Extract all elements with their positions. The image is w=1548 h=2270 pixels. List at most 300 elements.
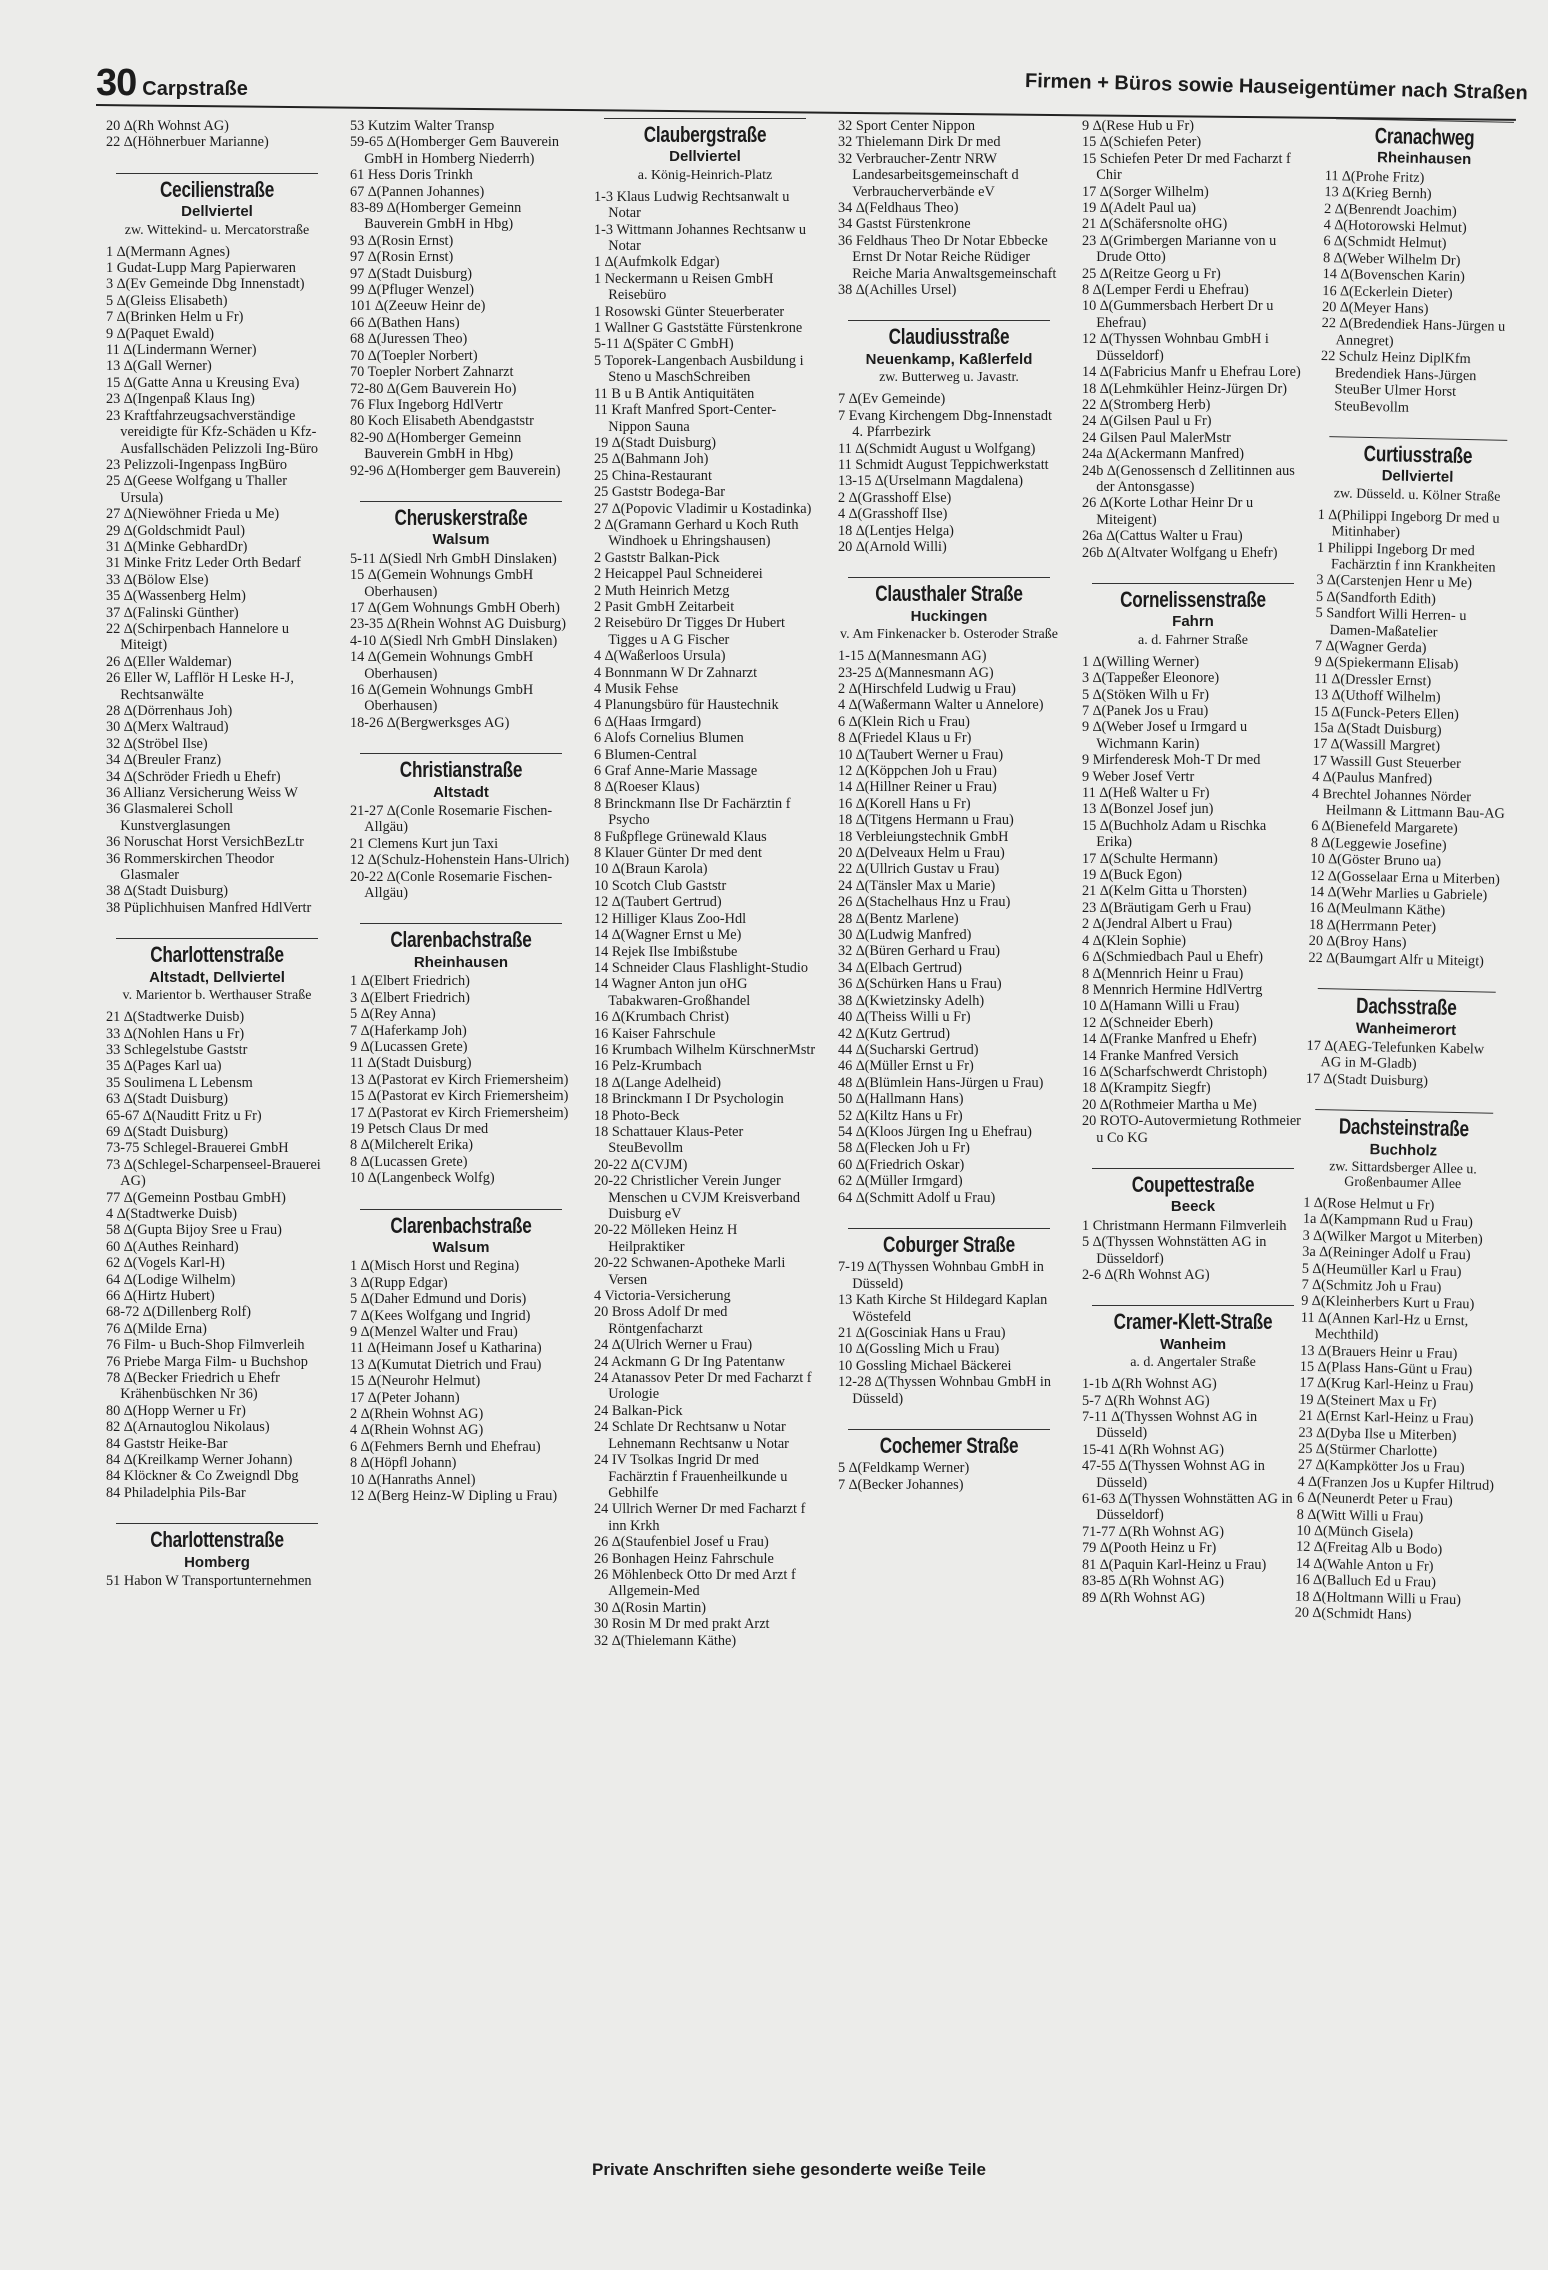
address-entry: 24 ∆(Gilsen Paul u Fr) [1082,413,1212,430]
address-entry: 8 ∆(Leggewie Josefine) [1310,834,1447,854]
address-entry: 62 ∆(Vogels Karl-H) [106,1255,225,1272]
address-entry: 11 ∆(Schmidt August u Wolfgang) [838,440,1036,457]
district-name: Homberg [184,1553,250,1571]
address-entry: 4 ∆(Paulus Manfred) [1312,769,1433,788]
district-name: Walsum [432,531,490,549]
address-entry: 68 ∆(Juressen Theo) [350,331,468,348]
address-entry: 70 Toepler Norbert Zahnarzt [350,364,514,381]
street-section [350,118,572,479]
street-name: Cramer-Klett-Straße [1113,1309,1273,1335]
address-entry: 13 Kath Kirche St Hildegard Kaplan Wöstefeld [838,1292,1048,1325]
street-section [1306,988,1506,1091]
address-entry: 1 Rosowski Günter Steuerberater [594,303,785,320]
address-entry: 4 ∆(Waßerloos Ursula) [594,648,726,665]
address-entry: 15a ∆(Stadt Duisburg) [1313,719,1442,739]
address-entry: 5-11 ∆(Siedl Nrh GmbH Dinslaken) [350,550,557,567]
address-entry: 1 ∆(Elbert Friedrich) [350,973,470,990]
address-entry: 1-1b ∆(Rh Wohnst AG) [1082,1376,1217,1393]
address-entry: 16 ∆(Korell Hans u Fr) [838,795,971,812]
address-entry: 12 ∆(Freitag Alb u Bodo) [1295,1539,1443,1559]
address-entry: 14 ∆(Bovenschen Karin) [1322,266,1466,286]
district-name: Altstadt [433,783,489,801]
address-entry: 84 Philadelphia Pils-Bar [106,1484,246,1501]
address-entry: 18 ∆(Lentjes Helga) [838,522,954,539]
address-entry: 6 ∆(Haas Irmgard) [594,713,702,730]
section-rule [360,1209,562,1210]
address-entry: 20 ∆(Rothmeier Martha u Me) [1082,1096,1257,1113]
address-entry: 24b ∆(Genossensch d Zellitinnen aus der Antonsgasse) [1082,462,1295,495]
address-entry: 73 ∆(Schlegel-Scharpenseel-Brauerei AG) [106,1156,321,1190]
address-entry: 18 Photo-Beck [594,1107,680,1124]
address-entry: 20-22 ∆(CVJM) [594,1156,688,1173]
address-entry: 10 ∆(Hanraths Annel) [350,1471,476,1488]
address-entry: 4 ∆(Waßermann Walter u Annelore) [838,697,1044,714]
district-name: Walsum [432,1238,490,1256]
address-entry: 51 Habon W Transportunternehmen [106,1573,312,1590]
address-entry: 9 ∆(Kleinherbers Kurt u Frau) [1301,1293,1475,1313]
address-entry: 8 Mennrich Hermine HdlVertrg [1082,981,1263,998]
address-entry: 10 ∆(Münch Gisela) [1296,1522,1414,1542]
address-entry: 71-77 ∆(Rh Wohnst AG) [1082,1523,1224,1540]
address-entry: 26 ∆(Staufenbiel Josef u Frau) [594,1534,769,1551]
address-entry: 36 Feldhaus Theo Dr Notar Ebbecke Ernst Dr Notar Reiche Rüdiger Reiche Maria Anwaltsgemeinschaft [838,232,1057,282]
section-rule [116,938,318,939]
street-section [1320,118,1524,418]
address-entry: 35 ∆(Wassenberg Helm) [106,588,246,605]
address-entry: 83-89 ∆(Homberger Gemeinn Bauverein GmbH in Hbg) [350,200,522,233]
address-entry: 30 ∆(Rosin Martin) [594,1599,706,1616]
address-entry: 2 Gaststr Balkan-Pick [594,549,720,566]
district-name: Buchholz [1369,1140,1438,1160]
address-entry: 1 ∆(Willing Werner) [1082,653,1200,670]
address-entry: 20 ∆(Meyer Hans) [1321,299,1429,318]
address-entry: 10 ∆(Taubert Werner u Frau) [838,746,1004,763]
street-location: v. Marientor b. Werthauser Straße [122,988,312,1004]
address-entry: 14 ∆(Wehr Marlies u Gabriele) [1309,883,1488,904]
section-rule [1092,1305,1294,1306]
address-entry: 24 Schlate Dr Rechtsanw u Notar Lehnemann Rechtsanw u Notar [594,1419,789,1452]
address-entry: 11 ∆(Heimann Josef u Katharina) [350,1340,542,1357]
address-entry: 28 ∆(Bentz Marlene) [838,910,959,927]
address-entry: 42 ∆(Kutz Gertrud) [838,1025,950,1042]
street-section [106,1523,328,1589]
address-entry: 15 ∆(Gemein Wohnungs GmbH Oberhausen) [350,567,534,600]
address-entry: 32 ∆(Büren Gerhard u Frau) [838,943,1000,960]
address-entry: 68-72 ∆(Dillenberg Rolf) [106,1304,252,1321]
address-entry: 11 ∆(Heß Walter u Fr) [1082,785,1210,802]
street-section [106,173,328,916]
address-entry: 61 Hess Doris Trinkh [350,167,473,184]
address-entry: 13 ∆(Pastorat ev Kirch Friemersheim) [350,1071,569,1088]
address-entry: 50 ∆(Hallmann Hans) [838,1091,964,1108]
address-entry: 4 Bonnmann W Dr Zahnarzt [594,664,758,681]
address-entry: 30 Rosin M Dr med prakt Arzt [594,1616,770,1633]
address-entry: 18 ∆(Lehmkühler Heinz-Jürgen Dr) [1082,380,1288,397]
address-entry: 19 ∆(Adelt Paul ua) [1082,200,1196,217]
address-entry: 7-19 ∆(Thyssen Wohnbau GmbH in Düsseld) [838,1259,1044,1292]
address-entry: 1 ∆(Philippi Ingeborg Dr med u Mitinhaber) [1317,506,1500,541]
street-name: Cheruskerstraße [394,504,528,530]
address-entry: 2 Muth Heinrich Metzg [594,582,730,599]
address-entry: 34 ∆(Feldhaus Theo) [838,200,959,217]
address-entry: 10 ∆(Göster Bruno ua) [1310,851,1442,870]
district-name: Huckingen [910,607,988,625]
address-entry: 17 ∆(Wassill Margret) [1312,736,1441,755]
address-entry: 84 Gaststr Heike-Bar [106,1435,228,1452]
address-entry: 5 ∆(Feldkamp Werner) [838,1460,970,1477]
address-entry: 35 Soulimena L Lebensm [106,1074,253,1091]
street-section [838,1228,1060,1407]
address-entry: 5 ∆(Heumüller Karl u Frau) [1301,1260,1462,1280]
address-entry: 7 ∆(Haferkamp Joh) [350,1022,467,1039]
address-entry: 6 ∆(Klein Rich u Frau) [838,713,970,730]
address-entry: 5-7 ∆(Rh Wohnst AG) [1082,1392,1210,1409]
street-name: Dachsstraße [1355,992,1457,1021]
address-entry: 12 ∆(Berg Heinz-W Dipling u Frau) [350,1488,558,1505]
address-entry: 22 ∆(Stromberg Herb) [1082,396,1211,413]
address-entry: 80 Koch Elisabeth Abendgaststr [350,413,534,430]
street-location: a. d. Angertaler Straße [1130,1355,1256,1371]
address-entry: 5-11 ∆(Später C GmbH) [594,336,734,353]
address-entry: 81 ∆(Paquin Karl-Heinz u Frau) [1082,1556,1267,1573]
district-name: Dellviertel [669,148,741,166]
address-entry: 101 ∆(Zeeuw Heinr de) [350,298,486,315]
address-entry: 18 ∆(Titgens Hermann u Frau) [838,812,1014,829]
district-name: Neuenkamp, Kaßlerfeld [865,350,1033,368]
address-entry: 25 China-Restaurant [594,467,712,484]
section-rule [360,501,562,502]
street-name: Charlottenstraße [150,1527,284,1553]
street-section [350,501,572,731]
address-entry: 20 ROTO-Autovermietung Rothmeier u Co KG [1082,1113,1301,1146]
address-entry: 9 ∆(Paquet Ewald) [106,325,215,342]
address-entry: 6 ∆(Bienefeld Margarete) [1310,818,1458,838]
address-entry: 17 ∆(Peter Johann) [350,1389,460,1406]
street-name: Cranachweg [1374,123,1475,151]
address-entry: 1 Christmann Hermann Filmverleih [1082,1217,1287,1234]
address-entry: 18-26 ∆(Bergwerksges AG) [350,714,510,731]
street-name: Cecilienstraße [159,176,275,202]
column-3 [594,118,816,1655]
address-entry: 21 ∆(Schäfersnolte oHG) [1082,216,1228,233]
address-entry: 9 ∆(Rese Hub u Fr) [1082,118,1194,134]
street-name: Clarenbachstraße [390,927,532,953]
address-entry: 12 ∆(Thyssen Wohnbau GmbH i Düsseldorf) [1082,331,1269,364]
address-entry: 13-15 ∆(Urselmann Magdalena) [838,473,1024,490]
address-entry: 20-22 ∆(Conle Rosemarie Fischen-Allgäu) [350,868,553,902]
address-entry: 10 ∆(Hamann Willi u Frau) [1082,998,1240,1015]
address-entry: 32 Verbraucher-Zentr NRW Landesarbeitsgemeinschaft d Verbraucherverbände eV [838,150,1019,200]
address-entry: 1 Neckermann u Reisen GmbH Reisebüro [594,270,774,304]
address-entry: 2 ∆(Jendral Albert u Frau) [1082,916,1233,933]
address-entry: 24 ∆(Tänsler Max u Marie) [838,877,996,894]
address-entry: 6 ∆(Schmidt Helmut) [1323,233,1447,252]
address-entry: 12 ∆(Taubert Gertrud) [594,894,722,911]
address-entry: 1 ∆(Aufmkolk Edgar) [594,254,720,271]
address-entry: 3a ∆(Reininger Adolf u Frau) [1302,1243,1471,1264]
street-name: Coburger Straße [883,1231,1015,1257]
address-entry: 30 ∆(Ludwig Manfred) [838,927,972,944]
street-name: Cochemer Straße [879,1433,1019,1459]
address-entry: 20-22 Schwanen-Apotheke Marli Versen [594,1255,786,1288]
section-rule [1092,1168,1294,1169]
address-entry: 10 ∆(Gummersbach Herbert Dr u Ehefrau) [1082,298,1274,331]
street-section [1082,1305,1304,1606]
address-entry: 34 ∆(Elbach Gertrud) [838,959,962,976]
address-entry: 23 ∆(Grimbergen Marianne von u Drude Otto) [1082,232,1277,266]
district-name: Fahrn [1172,613,1214,631]
address-entry: 63 ∆(Stadt Duisburg) [106,1091,229,1108]
address-entry: 8 Klauer Günter Dr med dent [594,845,762,862]
address-entry: 25 ∆(Reitze Georg u Fr) [1082,265,1221,282]
address-entry: 46 ∆(Müller Ernst u Fr) [838,1058,974,1075]
address-entry: 5 ∆(Gleiss Elisabeth) [106,292,228,309]
address-entry: 5 ∆(Daher Edmund und Doris) [350,1291,527,1308]
address-entry: 79 ∆(Pooth Heinz u Fr) [1082,1540,1217,1557]
address-entry: 12 ∆(Gosselaar Erna u Miterben) [1309,867,1501,888]
address-entry: 76 Film- u Buch-Shop Filmverleih [106,1337,305,1354]
address-entry: 16 ∆(Scharfschwerdt Christoph) [1082,1063,1268,1080]
address-entry: 15 ∆(Pastorat ev Kirch Friemersheim) [350,1088,569,1105]
address-entry: 21 Clemens Kurt jun Taxi [350,835,499,852]
address-entry: 11 ∆(Lindermann Werner) [106,342,257,359]
address-entry: 7-11 ∆(Thyssen Wohnst AG in Düsseld) [1082,1409,1258,1442]
address-entry: 99 ∆(Pfluger Wenzel) [350,282,475,299]
address-entry: 82-90 ∆(Homberger Gemeinn Bauverein GmbH in Hbg) [350,429,522,463]
address-entry: 16 Kaiser Fahrschule [594,1025,716,1042]
address-entry: 47-55 ∆(Thyssen Wohnst AG in Düsseld) [1082,1458,1265,1491]
address-entry: 78 ∆(Becker Friedrich u Ehefr Krähenbüschken Nr 36) [106,1370,280,1403]
address-entry: 14 ∆(Gemein Wohnungs GmbH Oberhausen) [350,649,534,682]
district-name: Beeck [1170,1198,1216,1216]
street-location: a. König-Heinrich-Platz [637,167,773,183]
address-entry: 26b ∆(Altvater Wolfgang u Ehefr) [1082,544,1278,561]
address-entry: 16 ∆(Gemein Wohnungs GmbH Oberhausen) [350,682,534,715]
address-entry: 26 Möhlenbeck Otto Dr med Arzt f Allgemein-Med [594,1566,796,1600]
street-name: Clausthaler Straße [875,581,1023,607]
address-entry: 2 Pasit GmbH Zeitarbeit [594,598,735,615]
address-entry: 4 ∆(Rhein Wohnst AG) [350,1422,484,1439]
section-rule [116,1523,318,1524]
address-entry: 33 Schlegelstube Gaststr [106,1041,248,1058]
address-entry: 76 Flux Ingeborg HdlVertr [350,396,503,413]
address-entry: 13 ∆(Kumutat Dietrich und Frau) [350,1356,542,1373]
address-entry: 1 ∆(Mermann Agnes) [106,243,230,260]
address-entry: 66 ∆(Bathen Hans) [350,314,460,331]
address-entry: 9 Mirfenderesk Moh-T Dr med [1082,752,1261,769]
address-entry: 5 ∆(Thyssen Wohnstätten AG in Düsseldorf) [1082,1234,1267,1267]
address-entry: 3 ∆(Carstenjen Henr u Me) [1316,572,1473,592]
section-rule [360,923,562,924]
address-entry: 20-22 Christlicher Verein Junger Menschen u CVJM Kreisverband Duisburg eV [594,1173,801,1222]
address-entry: 2 ∆(Benrendt Joachim) [1323,200,1457,220]
address-entry: 18 ∆(Krampitz Siegfr) [1082,1080,1211,1097]
address-entry: 1 Wallner G Gaststätte Fürstenkrone [594,320,803,337]
address-entry: 35 ∆(Pages Karl ua) [106,1058,222,1075]
address-entry: 7 ∆(Becker Johannes) [838,1476,964,1493]
address-entry: 52 ∆(Kiltz Hans u Fr) [838,1107,963,1124]
address-entry: 1a ∆(Kampmann Rud u Frau) [1302,1211,1474,1231]
address-entry: 36 Noruschat Horst VersichBezLtr [106,834,304,851]
address-entry: 7 ∆(Ev Gemeinde) [838,391,946,408]
address-entry: 8 ∆(Friedel Klaus u Fr) [838,730,972,747]
address-entry: 23-25 ∆(Mannesmann AG) [838,664,994,681]
address-entry: 4 ∆(Klein Sophie) [1082,932,1187,949]
address-entry: 9 ∆(Menzel Walter und Frau) [350,1324,518,1340]
district-name: Rheinhausen [413,953,509,971]
address-entry: 76 Priebe Marga Film- u Buchshop [106,1353,308,1370]
address-entry: 24 IV Tsolkas Ingrid Dr med Fachärztin f Frauenheilkunde u Gebhilfe [594,1452,788,1501]
address-entry: 73-75 Schlegel-Brauerei GmbH [106,1140,289,1157]
address-entry: 24 Ullrich Werner Dr med Facharzt f inn Krkh [594,1501,806,1534]
section-rule [116,173,318,174]
street-section [594,118,816,1649]
address-entry: 10 ∆(Gossling Mich u Frau) [838,1341,1000,1358]
district-name: Altstadt, Dellviertel [149,968,285,986]
address-entry: 2 ∆(Rhein Wohnst AG) [350,1406,484,1423]
address-entry: 84 Klöckner & Co Zweigndl Dbg [106,1468,299,1485]
address-entry: 17 ∆(Stadt Duisburg) [1305,1070,1429,1090]
address-entry: 11 Schmidt August Teppichwerkstatt [838,456,1049,473]
section-rule [848,1429,1050,1430]
address-entry: 22 ∆(Ullrich Gustav u Frau) [838,861,1000,878]
address-entry: 66 ∆(Hirtz Hubert) [106,1288,215,1304]
address-entry: 6 ∆(Fehmers Bernh und Ehefrau) [350,1438,541,1455]
address-entry: 14 ∆(Wahle Anton u Fr) [1295,1555,1434,1575]
address-entry: 24 ∆(Ulrich Werner u Frau) [594,1337,753,1354]
address-entry: 1 Philippi Ingeborg Dr med Fachärztin f inn Krankheiten [1316,539,1496,576]
street-location: zw. Wittekind- u. Mercatorstraße [124,222,310,238]
address-entry: 11 B u B Antik Antiquitäten [594,385,755,402]
address-entry: 6 ∆(Neunerdt Peter u Frau) [1296,1489,1453,1510]
address-entry: 11 ∆(Stadt Duisburg) [350,1055,472,1072]
address-entry: 18 ∆(Lange Adelheid) [594,1074,722,1091]
address-entry: 16 ∆(Balluch Ed u Frau) [1295,1571,1437,1591]
address-entry: 27 ∆(Kampkötter Jos u Frau) [1297,1457,1465,1477]
address-entry: 4 ∆(Grasshoff Ilse) [838,506,948,523]
street-section [838,1429,1060,1493]
address-entry: 8 Brinckmann Ilse Dr Fachärztin f Psycho [594,795,791,829]
address-entry: 83-85 ∆(Rh Wohnst AG) [1082,1573,1224,1590]
address-entry: 34 ∆(Breuler Franz) [106,752,222,769]
address-entry: 26a ∆(Cattus Walter u Frau) [1082,528,1243,545]
address-entry: 10 Scotch Club Gaststr [594,877,727,894]
address-entry: 93 ∆(Rosin Ernst) [350,232,454,249]
street-section [838,577,1060,1206]
address-entry: 10 ∆(Langenbeck Wolfg) [350,1170,495,1187]
address-entry: 22 ∆(Höhnerbuer Marianne) [106,134,269,151]
street-name: Charlottenstraße [150,942,284,968]
address-entry: 17 ∆(Sorger Wilhelm) [1082,183,1209,200]
address-entry: 65-67 ∆(Nauditt Fritz u Fr) [106,1107,262,1124]
address-entry: 25 ∆(Bahmann Joh) [594,451,709,468]
address-entry: 40 ∆(Theiss Willi u Fr) [838,1009,971,1026]
address-entry: 4-10 ∆(Siedl Nrh GmbH Dinslaken) [350,632,558,649]
address-entry: 38 ∆(Kwietzinsky Adelh) [838,992,985,1009]
address-entry: 7 ∆(Wagner Gerda) [1314,637,1427,657]
street-name: Clarenbachstraße [390,1212,532,1238]
address-entry: 19 ∆(Steinert Max u Fr) [1298,1391,1437,1411]
address-entry: 28 ∆(Dörrenhaus Joh) [106,703,233,719]
street-section [350,1209,572,1505]
address-entry: 70 ∆(Toepler Norbert) [350,347,478,364]
address-entry: 4 Victoria-Versicherung [594,1288,731,1305]
address-entry: 2 Reisebüro Dr Tigges Dr Hubert Tigges u A G Fischer [594,615,786,648]
address-entry: 23 ∆(Bräutigam Gerh u Frau) [1082,899,1252,916]
address-entry: 38 ∆(Achilles Ursel) [838,282,957,299]
address-entry: 8 ∆(Milcherelt Erika) [350,1137,474,1154]
address-entry: 54 ∆(Kloos Jürgen Ing u Ehefrau) [838,1123,1032,1140]
address-entry: 4 Planungsbüro für Haustechnik [594,697,779,714]
address-entry: 32 Thielemann Dirk Dr med [838,134,1001,151]
street-section [1082,583,1304,1146]
running-head-title: Firmen + Büros sowie Hauseigentümer nach Straßen [1024,70,1529,105]
address-entry: 15 ∆(Buchholz Adam u Rischka Erika) [1082,817,1267,851]
address-entry: 20 ∆(Broy Hans) [1308,933,1407,952]
street-name: Claubergstraße [643,122,767,147]
address-entry: 8 ∆(Mennrich Heinr u Frau) [1082,965,1244,982]
address-entry: 58 ∆(Flecken Joh u Fr) [838,1140,970,1157]
address-entry: 5 Sandfort Willi Herren- u Damen-Maßatelier [1315,605,1467,641]
street-section [106,118,328,151]
address-entry: 15 ∆(Plass Hans-Günt u Frau) [1299,1358,1473,1379]
address-entry: 3 ∆(Wilker Margot u Miterben) [1302,1227,1483,1248]
address-entry: 58 ∆(Gupta Bijoy Sree u Frau) [106,1222,282,1239]
address-entry: 24 Balkan-Pick [594,1402,683,1419]
address-entry: 24 Atanassov Peter Dr med Facharzt f Urologie [594,1370,812,1403]
address-entry: 44 ∆(Sucharski Gertrud) [838,1041,979,1058]
address-entry: 11 ∆(Prohe Fritz) [1324,167,1425,186]
section-rule [1092,583,1294,584]
address-entry: 11 Kraft Manfred Sport-Center-Nippon Sauna [594,402,777,435]
address-entry: 12 Hilliger Klaus Zoo-Hdl [594,910,747,927]
address-entry: 27 ∆(Popovic Vladimir u Kostadinka) [594,500,812,517]
address-entry: 24 Ackmann G Dr Ing Patentanw [594,1353,785,1370]
address-entry: 8 ∆(Witt Willi u Frau) [1296,1506,1424,1525]
street-location: a. d. Fahrner Straße [1137,632,1249,648]
address-entry: 26 ∆(Korte Lothar Heinr Dr u Miteigent) [1082,495,1254,528]
address-entry: 23 ∆(Ingenpaß Klaus Ing) [106,391,255,408]
address-entry: 31 ∆(Minke GebhardDr) [106,538,248,555]
address-entry: 9 ∆(Weber Josef u Irmgard u Wichmann Karin) [1082,719,1248,752]
address-entry: 11 ∆(Annen Karl-Hz u Ernst, Mechthild) [1300,1309,1469,1344]
address-entry: 22 Schulz Heinz DiplKfm Bredendiek Hans-Jürgen SteuBer Ulmer Horst SteuBevollm [1320,348,1477,416]
section-rule [848,1228,1050,1229]
address-entry: 2 Heicappel Paul Schneiderei [594,566,763,583]
address-entry: 15-41 ∆(Rh Wohnst AG) [1082,1441,1224,1458]
address-entry: 32 Sport Center Nippon [838,118,976,134]
address-entry: 8 Fußpflege Grünewald Klaus [594,828,767,845]
street-section [106,938,328,1501]
running-head-street: Carpstraße [142,78,248,100]
address-entry: 18 Verbleiungstechnik GmbH [838,828,1009,845]
address-entry: 17 Wassill Gust Steuerber [1312,752,1461,772]
address-entry: 8 ∆(Lemper Ferdi u Ehefrau) [1082,282,1249,299]
address-entry: 26 Bonhagen Heinz Fahrschule [594,1550,774,1567]
address-entry: 69 ∆(Stadt Duisburg) [106,1123,229,1140]
street-section [1308,436,1517,970]
address-entry: 20-22 Mölleken Heinz H Heilpraktiker [594,1222,738,1255]
address-entry: 77 ∆(Gemeinn Postbau GmbH) [106,1189,286,1206]
address-entry: 7 ∆(Kees Wolfgang und Ingrid) [350,1307,531,1324]
street-name: Coupettestraße [1131,1171,1255,1197]
street-name: Claudiusstraße [888,324,1010,350]
address-entry: 20 ∆(Rh Wohnst AG) [106,118,229,134]
address-entry: 7 ∆(Panek Jos u Frau) [1082,703,1209,719]
address-entry: 32 ∆(Ströbel Ilse) [106,735,208,752]
address-entry: 16 ∆(Meulmann Käthe) [1309,900,1446,920]
address-entry: 16 Pelz-Krumbach [594,1058,702,1075]
